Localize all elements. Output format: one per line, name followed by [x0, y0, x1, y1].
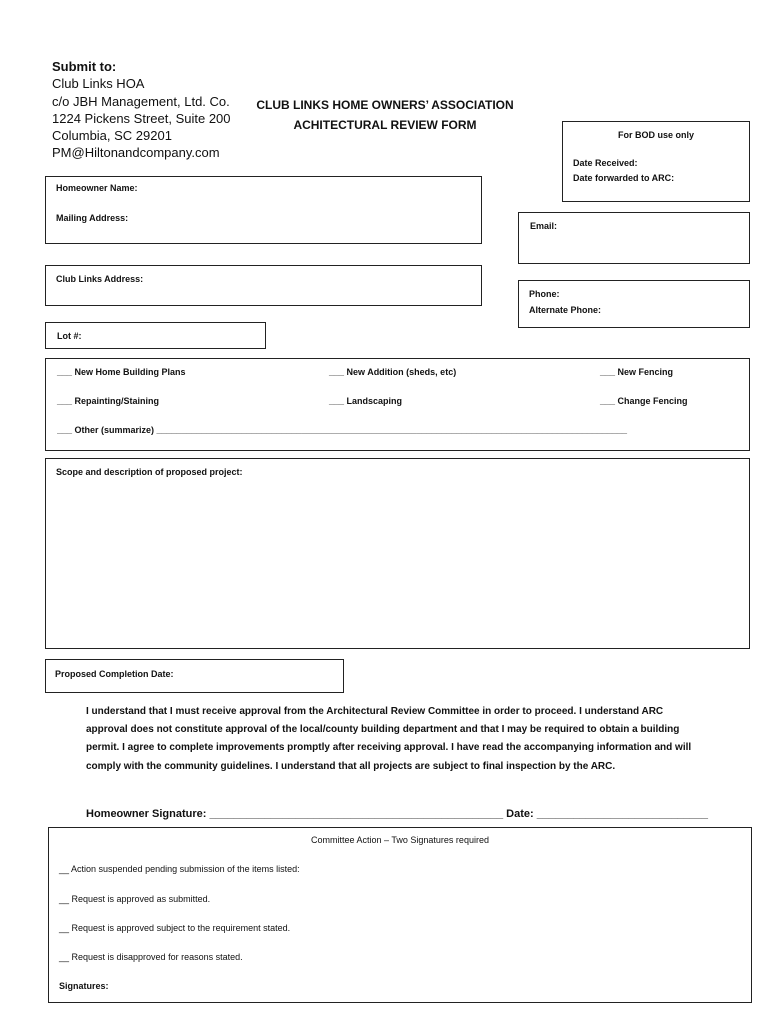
bod-use-box	[562, 121, 750, 202]
submit-to-block	[52, 58, 231, 162]
bod-date-forwarded-label: Date forwarded to ARC:	[573, 173, 675, 183]
email-label: Email:	[530, 221, 558, 231]
committee-option-approved-subject[interactable]: __ Request is approved subject to the requirement stated.	[59, 923, 291, 933]
committee-signatures-label: Signatures:	[59, 981, 109, 991]
phone-field[interactable]	[518, 280, 750, 328]
submit-to-line: 1224 Pickens Street, Suite 200	[52, 110, 231, 126]
committee-option-approved[interactable]: __ Request is approved as submitted.	[59, 894, 211, 904]
option-new-fencing[interactable]: ___ New Fencing	[600, 367, 674, 377]
lot-number-field[interactable]	[45, 322, 266, 349]
homeowner-name-label: Homeowner Name:	[56, 183, 138, 193]
submit-to-line: Columbia, SC 29201	[52, 128, 172, 144]
completion-date-field[interactable]	[45, 659, 344, 693]
homeowner-info-box[interactable]	[45, 176, 482, 244]
committee-option-disapproved[interactable]: __ Request is disapproved for reasons stated.	[59, 952, 243, 962]
homeowner-signature-line[interactable]: Homeowner Signature: ________________________________________________ Date: ____________________________	[86, 808, 709, 820]
form-title	[240, 95, 530, 135]
mailing-address-label: Mailing Address:	[56, 213, 129, 223]
project-types-box	[45, 358, 750, 451]
email-field[interactable]	[518, 212, 750, 264]
option-change-fencing[interactable]: ___ Change Fencing	[600, 396, 688, 406]
option-repainting-staining[interactable]: ___ Repainting/Staining	[57, 396, 160, 406]
option-new-home-building-plans[interactable]: ___ New Home Building Plans	[57, 367, 186, 377]
form-title-line1: CLUB LINKS HOME OWNERS’ ASSOCIATION	[256, 98, 514, 112]
submit-to-email: PM@Hiltonandcompany.com	[52, 145, 220, 161]
option-new-addition[interactable]: ___ New Addition (sheds, etc)	[329, 367, 457, 377]
submit-to-line: c/o JBH Management, Ltd. Co.	[52, 93, 230, 109]
scope-description-field[interactable]	[45, 458, 750, 649]
submit-to-line: Club Links HOA	[52, 76, 145, 92]
form-title-line2: ACHITECTURAL REVIEW FORM	[293, 118, 477, 132]
submit-to-heading: Submit to:	[52, 59, 117, 74]
alternate-phone-label: Alternate Phone:	[529, 305, 602, 315]
committee-option-suspended[interactable]: __ Action suspended pending submission of the items listed:	[59, 864, 300, 874]
committee-heading: Committee Action – Two Signatures required	[311, 835, 489, 845]
bod-heading: For BOD use only	[617, 130, 694, 140]
bod-date-received-label: Date Received:	[573, 158, 638, 168]
option-other-summarize[interactable]: ___ Other (summarize) ______________________________________________________________________________________________	[57, 425, 628, 435]
scope-description-label: Scope and description of proposed project:	[56, 467, 243, 477]
option-landscaping[interactable]: ___ Landscaping	[329, 396, 403, 406]
club-links-address-field[interactable]	[45, 265, 482, 306]
club-links-address-label: Club Links Address:	[56, 274, 144, 284]
phone-label: Phone:	[529, 289, 560, 299]
lot-number-label: Lot #:	[57, 331, 82, 341]
committee-action-box	[48, 827, 752, 1003]
agreement-statement: I understand that I must receive approval from the Architectural Review Committee in order to proceed. I understand ARC approval does not constitute approval of the local/county building department and that I may be required to obtain a building permit. I agree to complete improvements promptly after receiving approval. I have read the accompanying information and will comply with the community guidelines. I understand that all projects are subject to final inspection by the ARC.	[86, 706, 692, 772]
completion-date-label: Proposed Completion Date:	[55, 669, 174, 679]
